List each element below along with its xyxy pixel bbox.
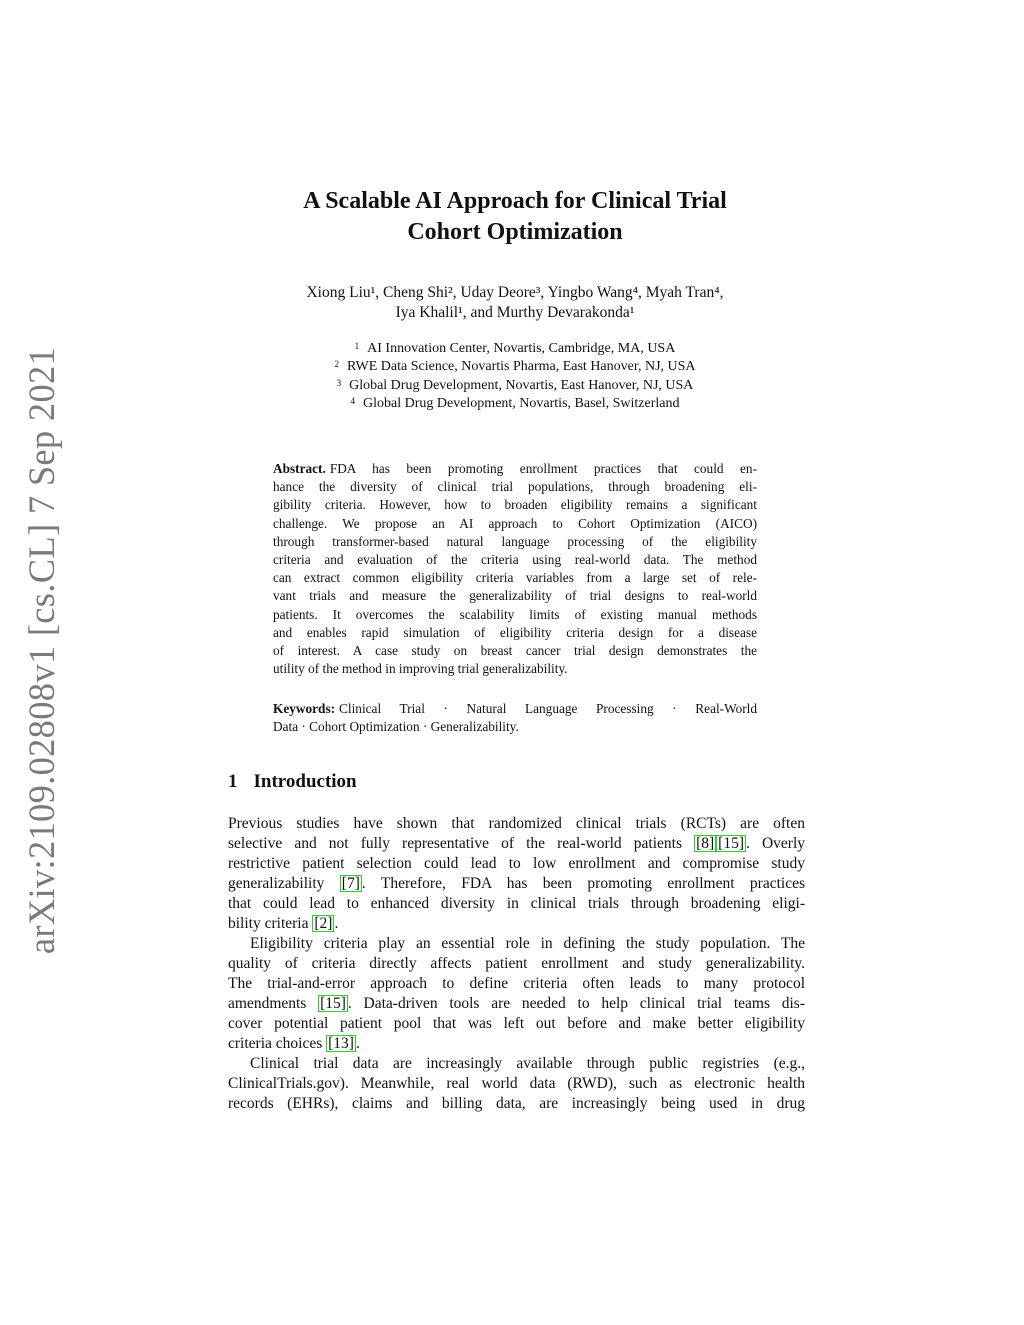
body-line [228,994,805,1014]
body-line: Eligibility criteria play an essential role in defining the study population. The [250,935,805,952]
body-text-fragment: generalizability [228,875,340,892]
paper-title [200,186,830,248]
abstract-line: through transformer-based natural language processing of the eligibility [273,533,757,549]
citation-link[interactable]: [7] [341,875,360,892]
abstract-line: patients. It overcomes the scalability limits of existing manual methods [273,606,757,622]
abstract-block [273,460,757,678]
body-text-fragment: selective and not fully representative of the real-world patients [228,835,695,852]
citation-link[interactable]: [15] [320,995,346,1012]
abstract-line: challenge. We propose an AI approach to Cohort Optimization (AICO) [273,515,757,531]
citation-link[interactable]: [8] [696,835,715,852]
affiliation-text: AI Innovation Center, Novartis, Cambridge, MA, USA [367,341,676,356]
body-text-fragment: criteria choices [228,1035,327,1052]
affiliation-text: Global Drug Development, Novartis, Basel, Switzerland [363,395,680,411]
abstract-label: Abstract. [273,461,326,476]
abstract-line: hance the diversity of clinical trial populations, through broadening eli- [273,479,757,495]
body-line: restrictive patient selection could lead to low enrollment and compromise study [228,855,805,872]
author-line: Iya Khalil¹, and Murthy Devarakonda¹ [395,304,635,321]
body-text [228,814,805,1114]
affiliation-mark: 4 [350,395,355,406]
section-title: Introduction [253,771,357,792]
body-line [228,914,805,934]
abstract-line: and enables rapid simulation of eligibility criteria design for a disease [273,624,757,640]
body-line: records (EHRs), claims and billing data, are increasingly being used in drug [228,1095,805,1112]
affiliation-mark: 2 [334,359,339,370]
author-list [200,283,830,323]
abstract-line: gibility criteria. However, how to broaden eligibility remains a significant [273,497,757,513]
arxiv-identifier-margin [2,346,82,954]
affiliation-item [200,395,830,413]
body-line [228,834,805,854]
affiliation-mark: 3 [336,377,342,388]
body-line [228,1034,805,1054]
affiliation-text: RWE Data Science, Novartis Pharma, East Hanover, NJ, USA [346,359,696,375]
body-line [228,874,805,894]
body-line: cover potential patient pool that was left out before and make better eligibility [228,1015,805,1032]
body-text-fragment: amendments [228,995,319,1012]
keywords-label: Keywords: [273,701,336,716]
affiliation-item [200,340,830,358]
citation-link[interactable]: [13] [328,1035,354,1052]
body-line: The trial-and-error approach to define criteria often leads to many protocol [228,975,805,992]
section-number: 1 [228,771,238,792]
affiliation-list [200,340,830,413]
abstract-line-text: FDA has been promoting enrollment practices that could en- [329,461,757,476]
body-text-fragment: . [334,915,339,932]
title-line: Cohort Optimization [407,219,623,245]
abstract-line: utility of the method in improving trial generalizability. [273,661,568,677]
author-line: Xiong Liu¹, Cheng Shi², Uday Deore³, Yingbo Wang⁴, Myah Tran⁴, [306,284,724,301]
body-text-fragment: . [355,1035,360,1052]
citation-link[interactable]: [15] [718,835,744,852]
body-line: that could lead to enhanced diversity in clinical trials through broadening eligi- [228,895,805,912]
title-line: A Scalable AI Approach for Clinical Trial [303,188,727,214]
keywords-line: Data · Cohort Optimization · Generalizability. [273,719,519,735]
abstract-line: criteria and evaluation of the criteria using real-world data. The method [273,552,757,568]
affiliation-item [200,358,830,376]
keywords-line-text: Clinical Trial · Natural Language Processing · Real-World [339,701,757,716]
keywords-block [273,700,757,736]
body-line: ClinicalTrials.gov). Meanwhile, real world data (RWD), such as electronic health [228,1075,805,1092]
body-line: quality of criteria directly affects patient enrollment and study generalizability. [228,955,805,972]
body-line: Previous studies have shown that randomized clinical trials (RCTs) are often [228,815,805,832]
citation-link[interactable]: [2] [314,915,333,932]
affiliation-text: Global Drug Development, Novartis, East Hanover, NJ, USA [349,377,694,393]
abstract-line: of interest. A case study on breast cancer trial design demonstrates the [273,643,757,659]
body-text-fragment: . Therefore, FDA has been promoting enrollment practices [361,875,806,892]
abstract-line [273,460,757,478]
section-heading [228,771,357,793]
arxiv-identifier-text[interactable]: arXiv:2109.02808v1 [cs.CL] 7 Sep 2021 [21,346,63,954]
abstract-line: can extract common eligibility criteria variables from a large set of rele- [273,570,757,586]
body-text-fragment: bility criteria [228,915,313,932]
abstract-line: vant trials and measure the generalizability of trial designs to real-world [273,588,757,604]
body-text-fragment: . Overly [745,835,805,852]
affiliation-mark: 1 [354,341,360,351]
body-line: Clinical trial data are increasingly available through public registries (e.g., [250,1055,805,1072]
keywords-line [273,700,757,718]
affiliation-item [200,377,830,395]
body-text-fragment: . Data-driven tools are needed to help clinical trial teams dis- [347,995,805,1012]
